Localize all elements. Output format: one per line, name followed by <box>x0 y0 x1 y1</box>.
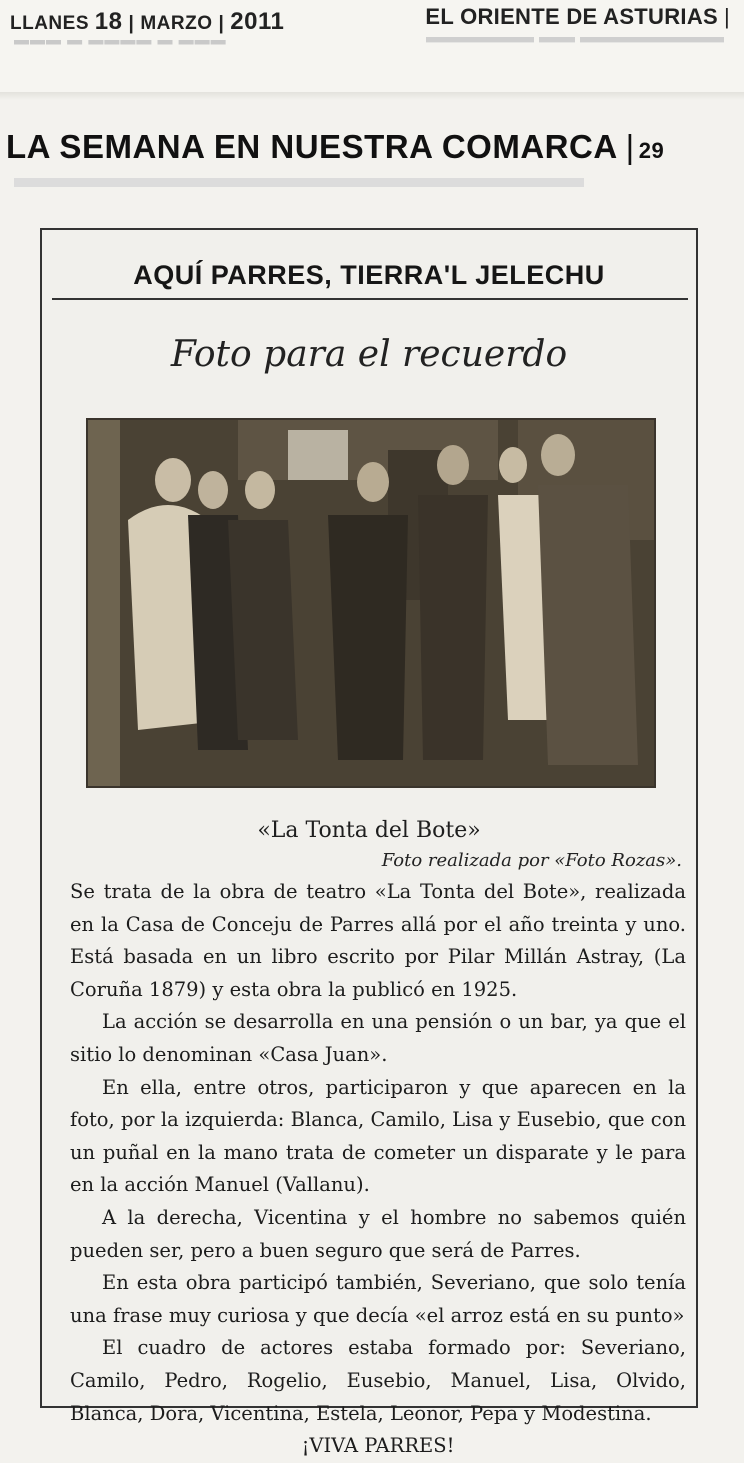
paragraph: En ella, entre otros, participaron y que aparecen en la foto, por la izquierda: Blanca, Camilo, Lisa y Eusebio, que con un puñal en la mano trata de cometer un disparate y le para en la acción Manuel (Vallanu). <box>70 1075 686 1197</box>
newspaper-name: EL ORIENTE DE ASTURIAS | <box>425 4 730 29</box>
section-header: LA SEMANA EN NUESTRA COMARCA | 29 <box>6 128 665 165</box>
previous-page-strip <box>0 0 744 92</box>
article-banner: AQUÍ PARRES, TIERRA'L JELECHU <box>133 260 605 290</box>
photo-credit: Foto realizada por «Foto Rozas». <box>381 850 682 871</box>
paragraph: En esta obra participó también, Severiano, que solo tenía una frase muy curiosa y que decía «el arroz está en su punto» <box>70 1271 686 1327</box>
archive-photo <box>86 418 656 788</box>
bleed-through-text-2: ▬▬▬▬▬▬ ▬▬ ▬▬▬▬▬▬▬▬ <box>425 33 724 53</box>
paragraph: Se trata de la obra de teatro «La Tonta del Bote», realizada en la Casa de Conceju de Parres allá por el año treinta y uno. Está basada en un libro escrito por Pilar Millán Astray, (La Coruña 1879) y esta obra la publicó en 1925. <box>70 880 686 1001</box>
paragraph: El cuadro de actores estaba formado por: Severiano, Camilo, Pedro, Rogelio, Eusebio, Manuel, Lisa, Olvido, Blanca, Dora, Vicentina, Estela, Leonor, Pepa y Modestina. <box>70 1336 686 1425</box>
article-box <box>40 228 698 1458</box>
issue-day: 18 <box>94 8 123 35</box>
page-number: 29 <box>638 138 665 163</box>
banner-rule <box>52 298 688 300</box>
article-body <box>70 876 686 1463</box>
page-fold <box>0 92 744 100</box>
paragraph: A la derecha, Vicentina y el hombre no sabemos quién pueden ser, pero a buen seguro que será de Parres. <box>70 1205 686 1262</box>
bleed-through-text: ▬▬▬ ▬ ▬▬▬▬ ▬ ▬▬▬ <box>14 36 227 53</box>
issue-city: LLANES <box>10 13 89 34</box>
bleed-through-header: ▬▬▬▬▬▬▬▬▬▬▬▬▬▬▬▬▬▬▬ <box>14 171 584 204</box>
issue-month: MARZO <box>140 13 213 34</box>
issue-date: LLANES 18 | MARZO | 2011 <box>10 8 285 35</box>
issue-year: 2011 <box>230 8 285 35</box>
article-headline: Foto para el recuerdo <box>170 334 568 375</box>
photo-caption: «La Tonta del Bote» <box>257 818 481 843</box>
theatre-cast-photo <box>88 420 654 786</box>
section-name: LA SEMANA EN NUESTRA COMARCA <box>6 128 618 165</box>
closing-line: ¡VIVA PARRES! <box>301 1434 455 1458</box>
paragraph: La acción se desarrolla en una pensión o un bar, ya que el sitio lo denominan «Casa Juan». <box>70 1010 686 1066</box>
